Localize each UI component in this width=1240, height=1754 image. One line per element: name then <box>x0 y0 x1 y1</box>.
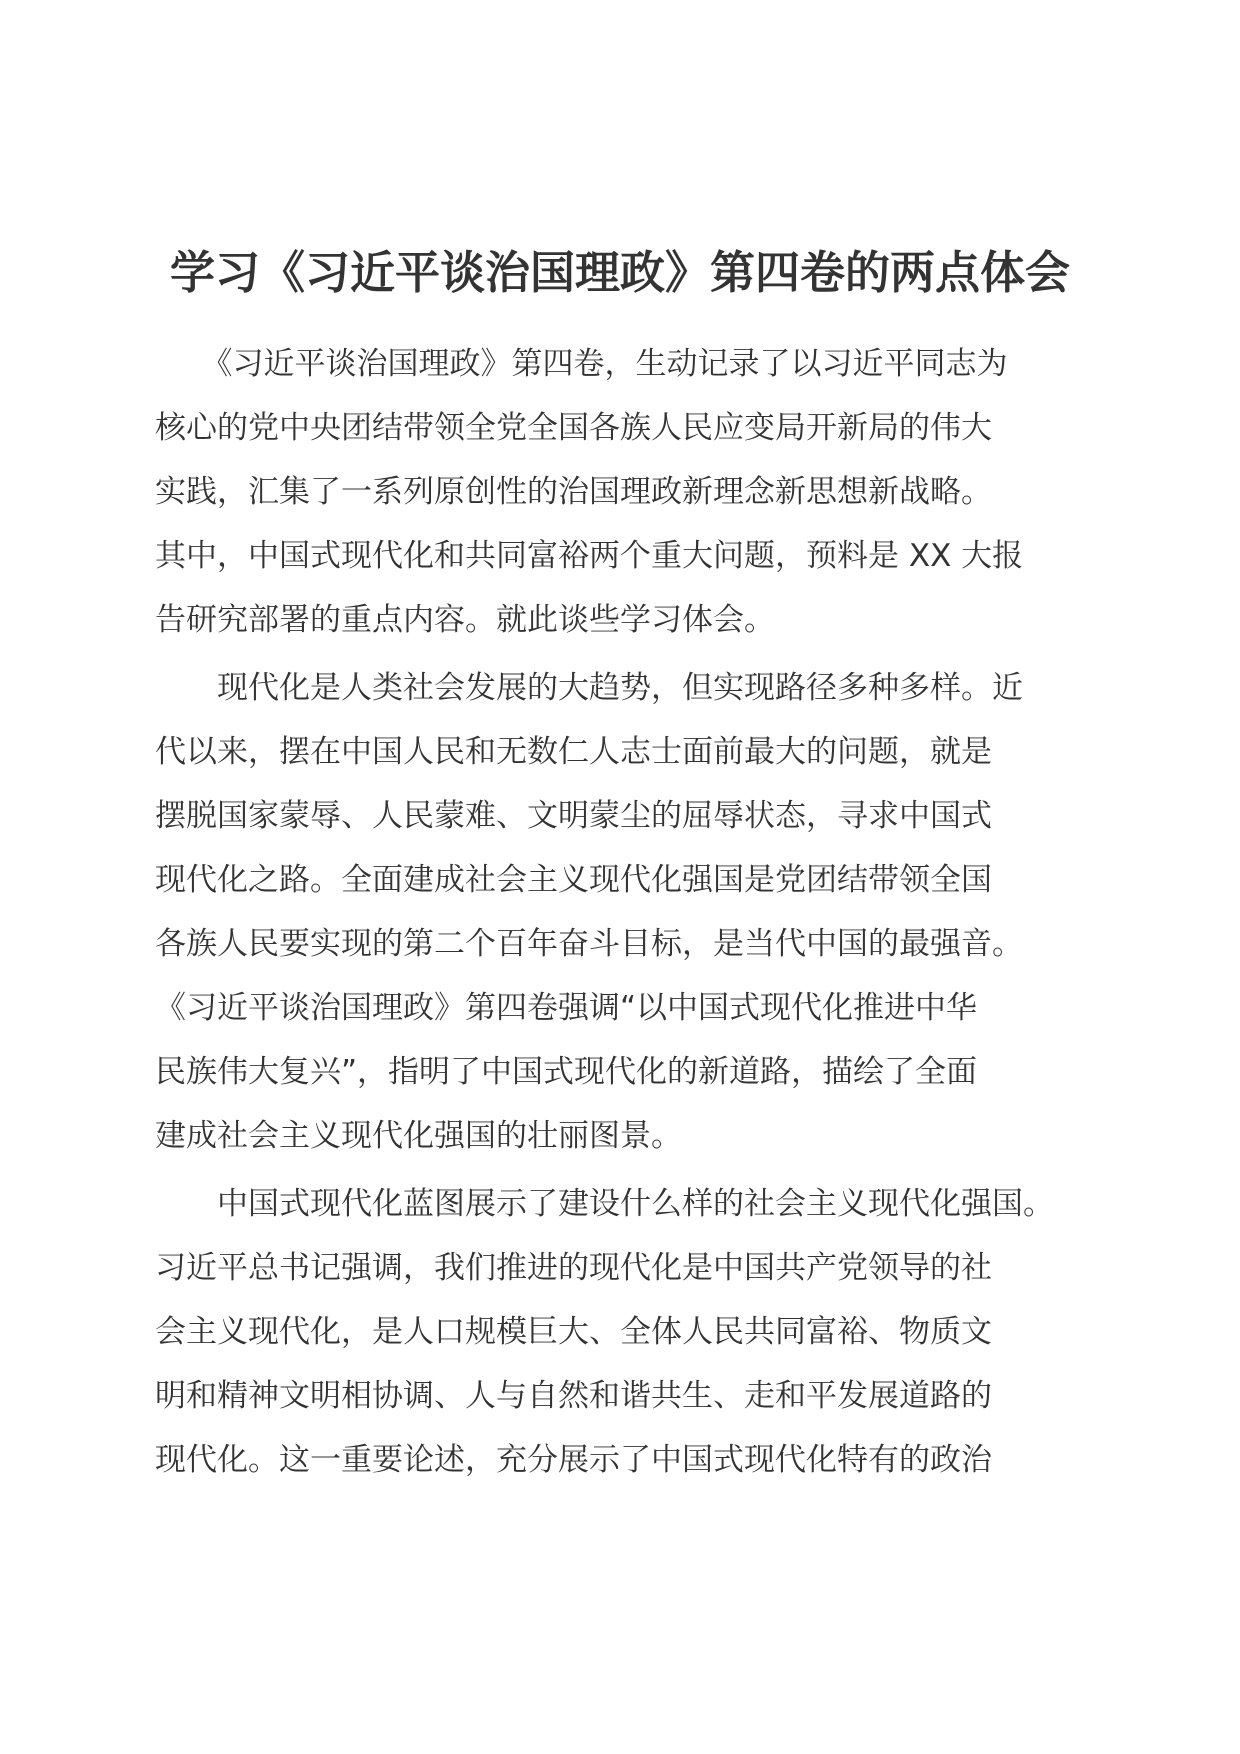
body-line: 各族人民要实现的第二个百年奋斗目标，是当代中国的最强音。 <box>155 926 1023 962</box>
body-line: 民族伟大复兴”，指明了中国式现代化的新道路，描绘了全面 <box>155 1054 978 1090</box>
document-title: 学习《习近平谈治国理政》第四卷的两点体会 <box>169 246 1070 299</box>
body-line: 其中，中国式现代化和共同富裕两个重大问题，预料是 XX 大报 <box>155 538 1024 574</box>
body-line: 现代化之路。全面建成社会主义现代化强国是党团结带领全国 <box>155 862 992 898</box>
body-line: 核心的党中央团结带领全党全国各族人民应变局开新局的伟大 <box>155 410 992 446</box>
body-line: 会主义现代化，是人口规模巨大、全体人民共同富裕、物质文 <box>155 1314 992 1350</box>
body-line: 告研究部署的重点内容。就此谈些学习体会。 <box>155 602 775 638</box>
body-line: 现代化。这一重要论述，充分展示了中国式现代化特有的政治 <box>155 1442 992 1478</box>
body-line: 建成社会主义现代化强国的壮丽图景。 <box>155 1118 682 1154</box>
body-line: 明和精神文明相协调、人与自然和谐共生、走和平发展道路的 <box>155 1378 992 1414</box>
body-line: 实践，汇集了一系列原创性的治国理政新理念新思想新战略。 <box>155 474 992 510</box>
body-line: 现代化是人类社会发展的大趋势，但实现路径多种多样。近 <box>155 670 1023 706</box>
body-line: 《习近平谈治国理政》第四卷强调“以中国式现代化推进中华 <box>155 990 978 1026</box>
body-line: 代以来，摆在中国人民和无数仁人志士面前最大的问题，就是 <box>155 734 992 770</box>
body-line: 《习近平谈治国理政》第四卷，生动记录了以习近平同志为 <box>155 346 1008 382</box>
body-line: 中国式现代化蓝图展示了建设什么样的社会主义现代化强国。 <box>155 1186 1054 1222</box>
body-line: 习近平总书记强调，我们推进的现代化是中国共产党领导的社 <box>155 1250 992 1286</box>
body-line: 摆脱国家蒙辱、人民蒙难、文明蒙尘的屈辱状态，寻求中国式 <box>155 798 992 834</box>
